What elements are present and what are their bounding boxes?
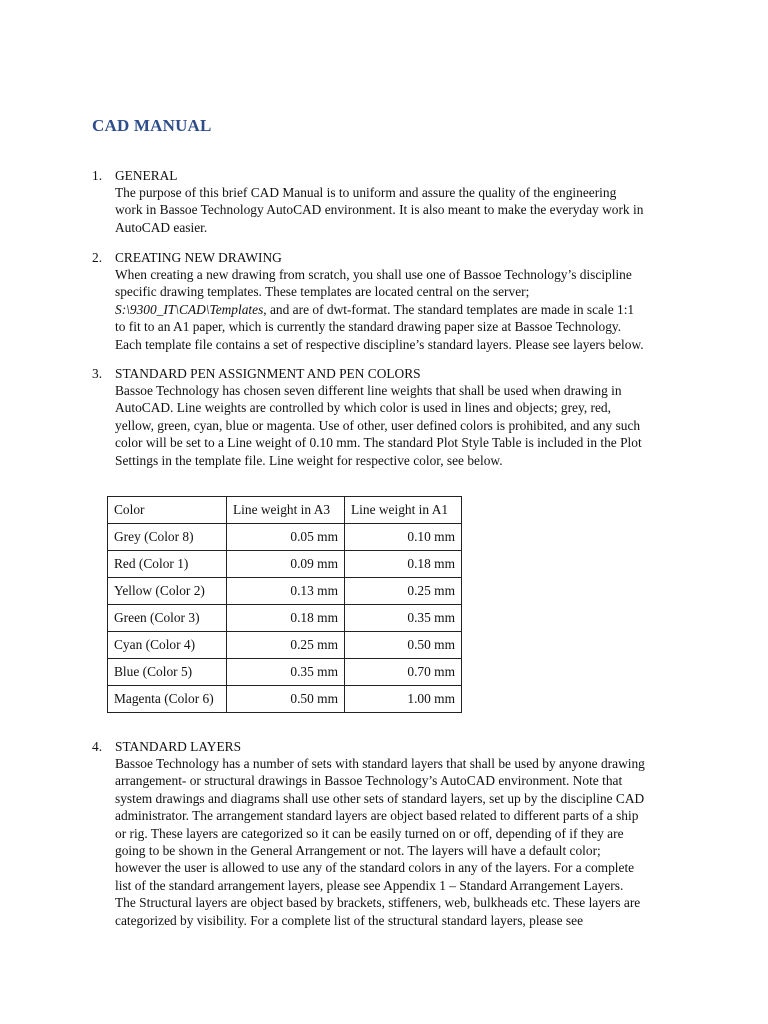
section-number: 1. [92, 168, 103, 183]
section-creating-new-drawing [92, 249, 692, 353]
body-line: or rig. These layers are categorized so it can be easily turned on or off, depending of if they are [115, 825, 624, 841]
body-line: administrator. The arrangement standard layers are object based related to different parts of a ship [115, 808, 639, 824]
section-body [115, 266, 692, 353]
table-cell: Green (Color 3) [108, 605, 227, 632]
table-cell: 0.50 mm [227, 686, 345, 713]
body-line: Each template file contains a set of respective discipline’s standard layers. Please see layers below. [115, 336, 644, 352]
body-line: to fit to an A1 paper, which is currently the standard drawing paper size at Bassoe Technology. [115, 319, 622, 335]
table-cell: 0.10 mm [345, 524, 462, 551]
table-cell: Grey (Color 8) [108, 524, 227, 551]
table-cell: 0.05 mm [227, 524, 345, 551]
table-cell: 0.18 mm [227, 605, 345, 632]
table-cell: 0.25 mm [227, 632, 345, 659]
section-title: GENERAL [115, 168, 178, 183]
body-line: going to be shown in the General Arrangement or not. The layers will have a default color; [115, 843, 601, 859]
body-line: The Structural layers are object based by brackets, stiffeners, web, bulkheads etc. These layers are [115, 895, 641, 911]
table-row [108, 578, 462, 605]
section-number: 4. [92, 739, 103, 754]
template-path: S:\9300_IT\CAD\Templates [115, 301, 264, 317]
table-cell: 0.25 mm [345, 578, 462, 605]
body-line: categorized by visibility. For a complete list of the structural standard layers, please see [115, 912, 584, 928]
table-cell: 0.09 mm [227, 551, 345, 578]
table-header-cell: Line weight in A3 [227, 497, 345, 524]
table-cell: 0.50 mm [345, 632, 462, 659]
table-cell: 0.18 mm [345, 551, 462, 578]
section-title: STANDARD PEN ASSIGNMENT AND PEN COLORS [115, 366, 421, 381]
table-row [108, 686, 462, 713]
table-row [108, 605, 462, 632]
body-line: Settings in the template file. Line weight for respective color, see below. [115, 452, 503, 468]
body-line: however the user is allowed to use any of the standard colors in any of the layers. For a complete [115, 860, 635, 876]
body-line: yellow, green, cyan, blue or magenta. Use of other, user defined colors is prohibited, and any such [115, 417, 641, 433]
body-line: The purpose of this brief CAD Manual is to uniform and assure the quality of the engineering [115, 185, 617, 200]
body-line-template-path [115, 301, 692, 318]
document-title: CAD MANUAL [92, 116, 212, 135]
table-cell: 0.35 mm [345, 605, 462, 632]
section-number: 3. [92, 366, 103, 381]
body-line: system drawings and diagrams shall use other sets of standard layers, set up by the discipline CAD [115, 790, 645, 806]
table-cell: Yellow (Color 2) [108, 578, 227, 605]
table-cell: Cyan (Color 4) [108, 632, 227, 659]
table-row [108, 632, 462, 659]
body-line: color will be set to a Line weight of 0.10 mm. The standard Plot Style Table is included in the Plot [115, 435, 642, 451]
line-weight-table [107, 496, 462, 713]
section-heading [92, 738, 692, 755]
section-general [92, 167, 692, 236]
table-row [108, 659, 462, 686]
section-standard-layers [92, 738, 692, 929]
table-cell: 0.70 mm [345, 659, 462, 686]
body-line: AutoCAD. Line weights are controlled by which color is used in lines and objects; grey, red, [115, 400, 611, 416]
table-cell: 0.35 mm [227, 659, 345, 686]
section-heading [92, 365, 692, 382]
body-line: Bassoe Technology has chosen seven different line weights that shall be used when drawing in [115, 383, 622, 398]
table-row [108, 551, 462, 578]
body-line: Bassoe Technology has a number of sets with standard layers that shall be used by anyone drawing [115, 756, 645, 771]
table-header-row [108, 497, 462, 524]
section-body [115, 755, 692, 929]
section-title: CREATING NEW DRAWING [115, 250, 282, 265]
section-title: STANDARD LAYERS [115, 739, 242, 754]
table-row [108, 524, 462, 551]
section-heading [92, 249, 692, 266]
section-pen-assignment [92, 365, 692, 469]
table-cell: Magenta (Color 6) [108, 686, 227, 713]
body-line: specific drawing templates. These templates are located central on the server; [115, 284, 530, 300]
table-cell: 0.13 mm [227, 578, 345, 605]
section-body [115, 382, 692, 469]
section-heading [92, 167, 692, 184]
table-cell: Blue (Color 5) [108, 659, 227, 686]
table-cell: Red (Color 1) [108, 551, 227, 578]
body-line: AutoCAD easier. [115, 219, 208, 235]
section-number: 2. [92, 250, 103, 265]
path-suffix: , and are of dwt-format. The standard templates are made in scale 1:1 [263, 301, 635, 317]
body-line: list of the standard arrangement layers, please see Appendix 1 – Standard Arrangement Layers. [115, 877, 624, 893]
body-line: When creating a new drawing from scratch, you shall use one of Bassoe Technology’s discipline [115, 267, 632, 282]
table-header-cell: Line weight in A1 [345, 497, 462, 524]
table-header-cell: Color [108, 497, 227, 524]
table-cell: 1.00 mm [345, 686, 462, 713]
body-line: work in Bassoe Technology AutoCAD environment. It is also meant to make the everyday work in [115, 202, 644, 218]
body-line: arrangement- or structural drawings in Bassoe Technology’s AutoCAD environment. Note that [115, 773, 623, 789]
section-body [115, 184, 692, 236]
